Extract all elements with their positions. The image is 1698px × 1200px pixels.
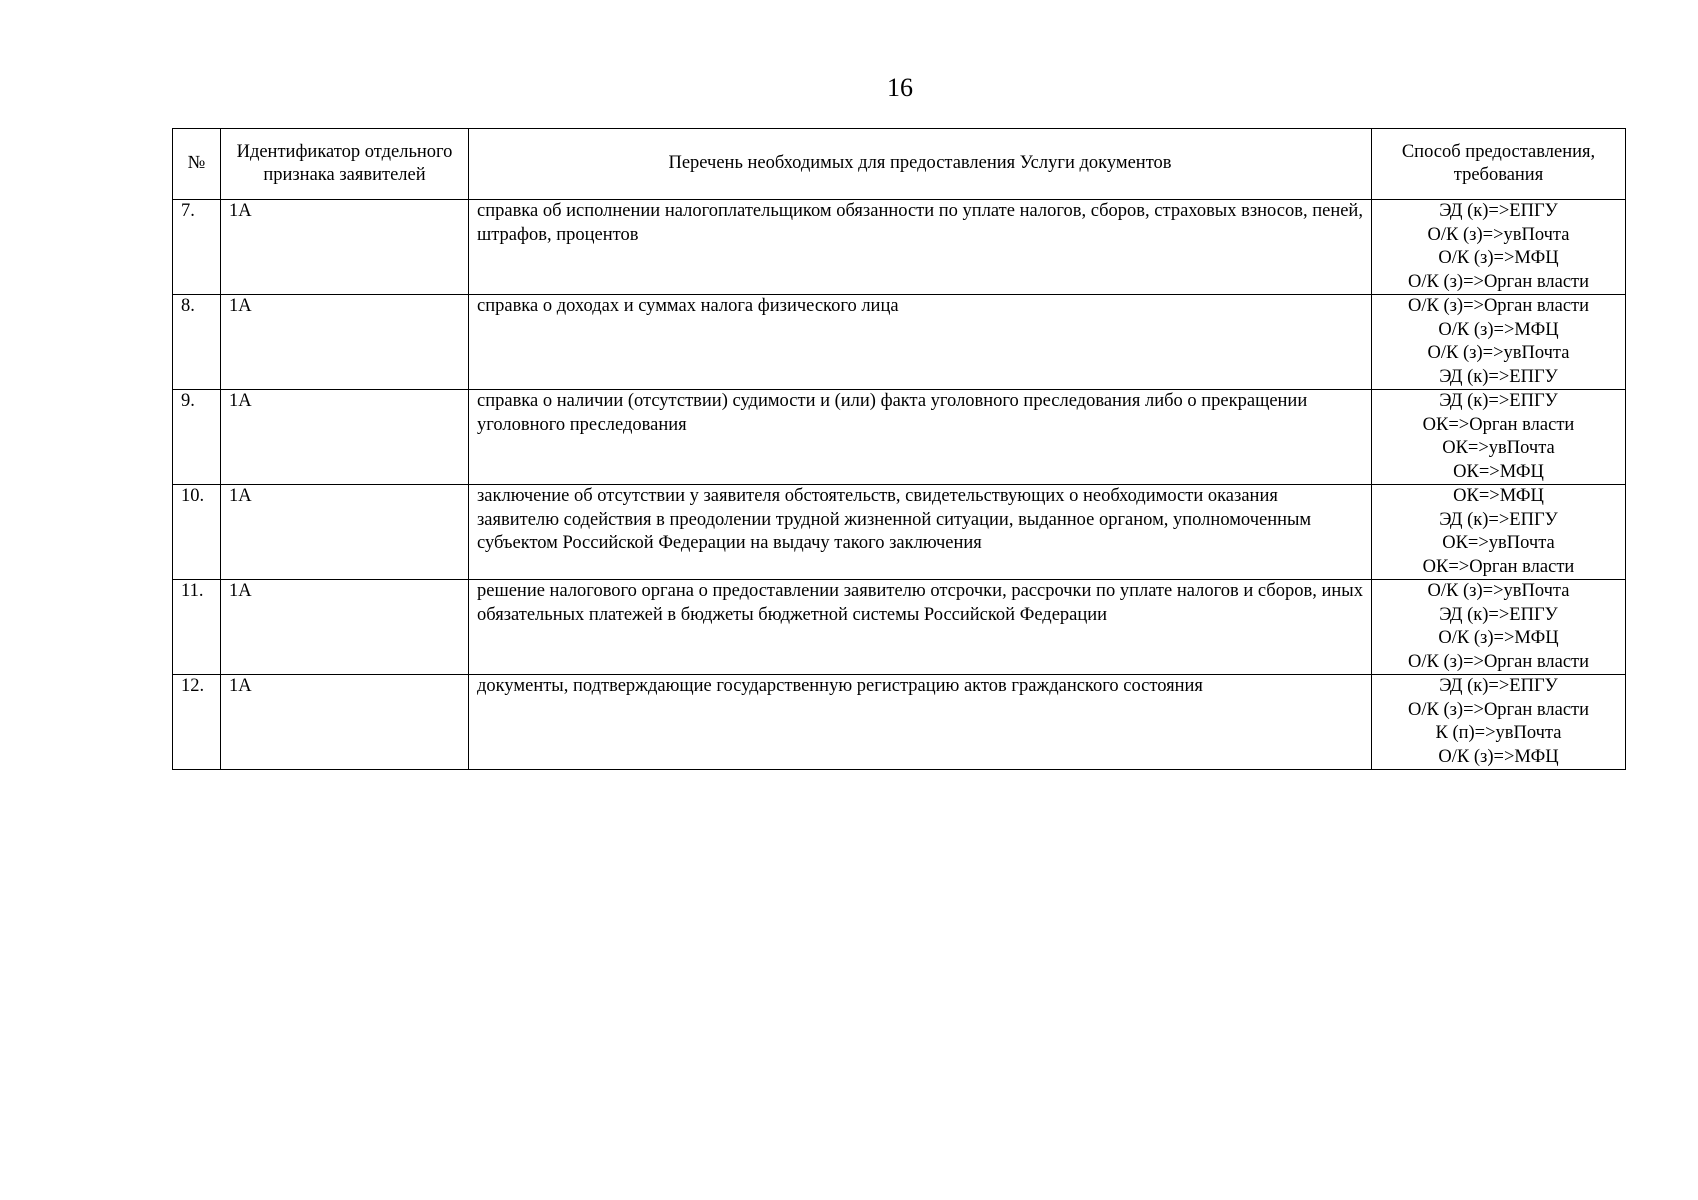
row-document: справка об исполнении налогоплательщиком обязанности по уплате налогов, сборов, страховых взносов, пеней, штрафов, процентов (469, 200, 1372, 295)
method-line: О/К (з)=>увПочта (1427, 343, 1570, 363)
row-number: 9. (173, 390, 221, 485)
table-row (173, 390, 1626, 485)
table-row (173, 200, 1626, 295)
method-line: К (п)=>увПочта (1435, 723, 1562, 743)
method-line: ОК=>увПочта (1442, 438, 1555, 458)
row-document: справка о доходах и суммах налога физического лица (469, 295, 1372, 390)
row-number: 12. (173, 675, 221, 770)
method-line: О/К (з)=>увПочта (1427, 581, 1570, 601)
row-document: документы, подтверждающие государственную регистрацию актов гражданского состояния (469, 675, 1372, 770)
table-header-row (173, 129, 1626, 200)
method-line: ОК=>МФЦ (1453, 486, 1544, 506)
header-number: № (173, 129, 221, 200)
row-identifier: 1А (221, 295, 469, 390)
table-row (173, 485, 1626, 580)
method-line: ЭД (к)=>ЕПГУ (1439, 676, 1558, 696)
row-document: справка о наличии (отсутствии) судимости и (или) факта уголовного преследования либо о прекращении уголовного преследования (469, 390, 1372, 485)
method-line: О/К (з)=>Орган власти (1407, 699, 1590, 720)
row-identifier: 1А (221, 675, 469, 770)
method-line: ЭД (к)=>ЕПГУ (1439, 391, 1558, 411)
row-identifier: 1А (221, 485, 469, 580)
method-line: О/К (з)=>МФЦ (1438, 628, 1559, 648)
table-row (173, 580, 1626, 675)
header-submission-method: Способ предоставления, требования (1372, 129, 1626, 200)
row-document: заключение об отсутствии у заявителя обстоятельств, свидетельствующих о необходимости оказания заявителю содействия в преодолении трудной жизненной ситуации, выданное органом, уполномоченным субъектом Российской Федерации на выдачу такого заключения (469, 485, 1372, 580)
method-line: ЭД (к)=>ЕПГУ (1439, 201, 1558, 221)
row-methods (1372, 580, 1626, 675)
method-line: О/К (з)=>Орган власти (1407, 651, 1590, 672)
row-number: 8. (173, 295, 221, 390)
method-line: О/К (з)=>МФЦ (1438, 248, 1559, 268)
table-row (173, 675, 1626, 770)
row-number: 11. (173, 580, 221, 675)
method-line: О/К (з)=>МФЦ (1438, 746, 1559, 767)
header-document-list: Перечень необходимых для предоставления Услуги документов (469, 129, 1372, 200)
method-line: О/К (з)=>Орган власти (1407, 296, 1590, 316)
method-line: ЭД (к)=>ЕПГУ (1439, 604, 1558, 625)
row-methods (1372, 390, 1626, 485)
method-line: ЭД (к)=>ЕПГУ (1439, 366, 1558, 387)
method-line: О/К (з)=>Орган власти (1407, 271, 1590, 292)
row-document: решение налогового органа о предоставлении заявителю отсрочки, рассрочки по уплате налогов и сборов, иных обязательных платежей в бюджеты бюджетной системы Российской Федерации (469, 580, 1372, 675)
row-identifier: 1А (221, 200, 469, 295)
row-number: 10. (173, 485, 221, 580)
row-identifier: 1А (221, 390, 469, 485)
method-line: ОК=>увПочта (1442, 533, 1555, 553)
row-identifier: 1А (221, 580, 469, 675)
method-line: О/К (з)=>МФЦ (1438, 319, 1559, 340)
table-row (173, 295, 1626, 390)
row-methods (1372, 295, 1626, 390)
page-number: 16 (887, 73, 913, 102)
method-line: ОК=>Орган власти (1422, 556, 1575, 577)
row-methods (1372, 200, 1626, 295)
documents-table (172, 128, 1626, 770)
header-applicant-identifier: Идентификатор отдельного признака заявителей (221, 129, 469, 200)
row-number: 7. (173, 200, 221, 295)
method-line: ОК=>Орган власти (1422, 414, 1575, 435)
method-line: О/К (з)=>увПочта (1427, 224, 1570, 245)
row-methods (1372, 485, 1626, 580)
row-methods (1372, 675, 1626, 770)
method-line: ЭД (к)=>ЕПГУ (1439, 509, 1558, 530)
method-line: ОК=>МФЦ (1453, 461, 1544, 482)
